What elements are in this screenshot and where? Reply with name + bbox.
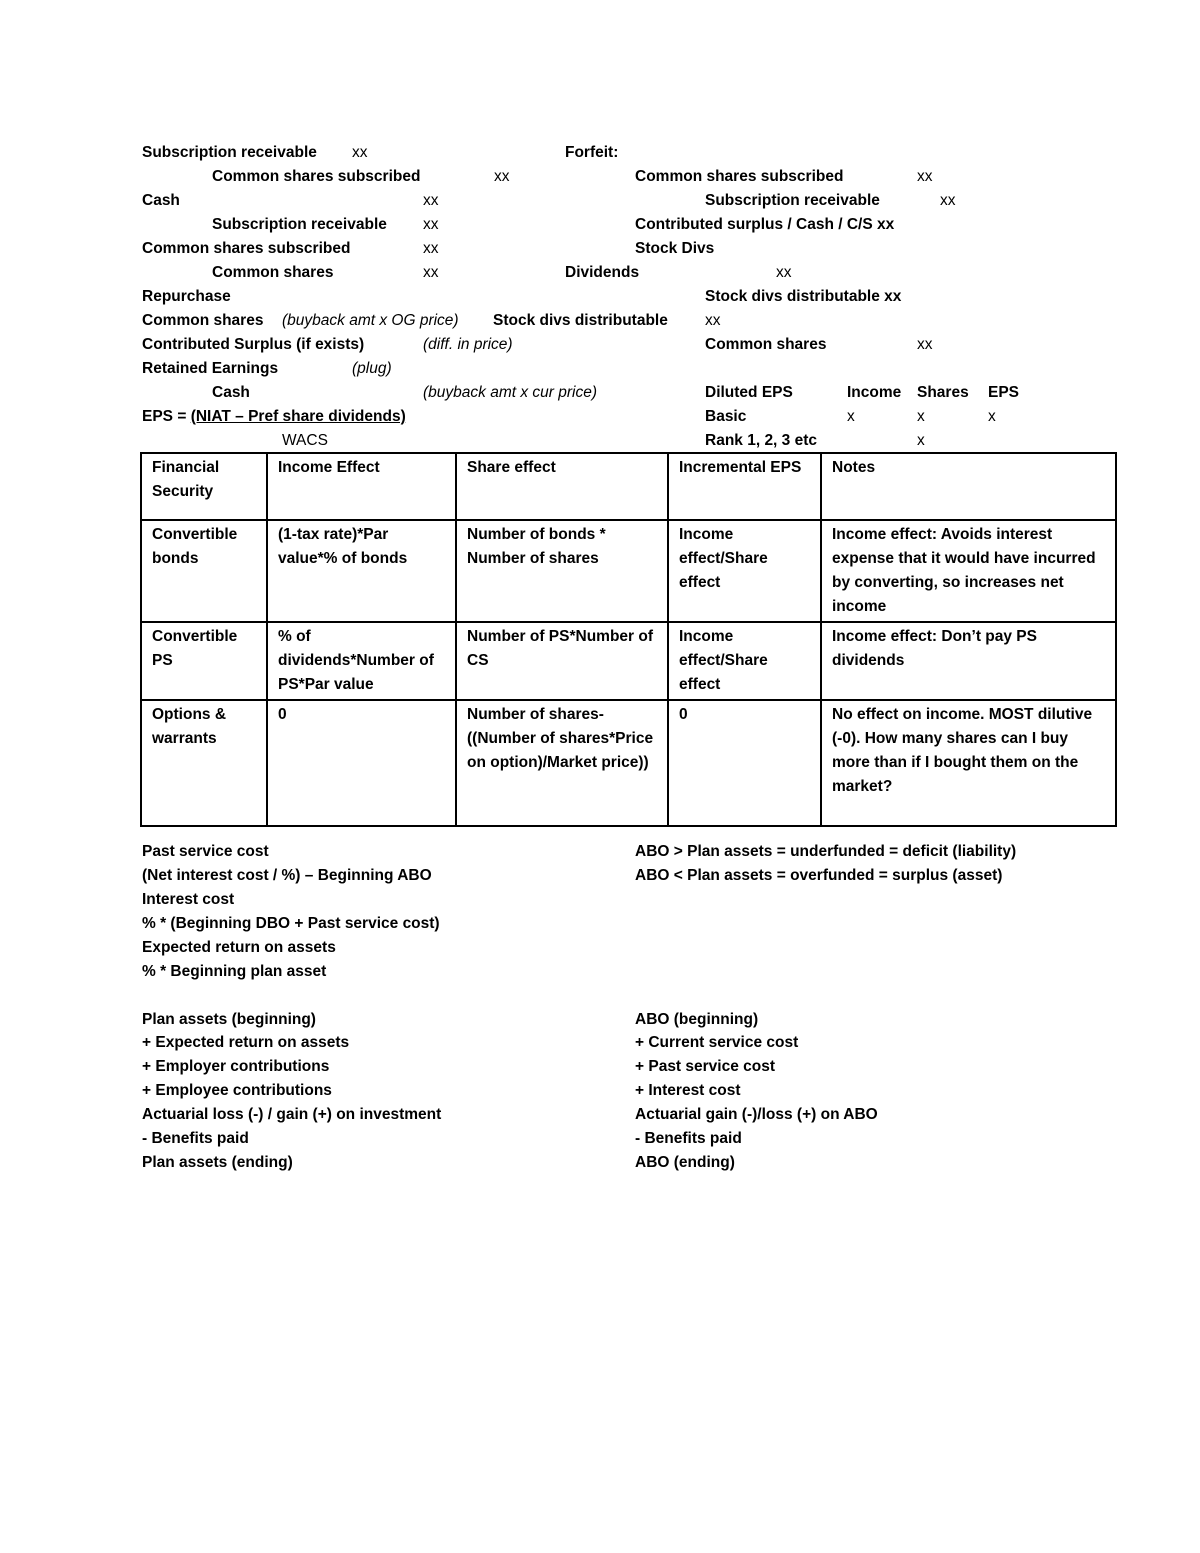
text-common-shares: Common shares: [212, 264, 334, 281]
value-x: x: [988, 408, 996, 425]
table-cell: % of dividends*Number of PS*Par value: [267, 622, 456, 700]
text-repurchase-cash: Cash: [212, 384, 250, 401]
table-row: [141, 622, 1116, 700]
note-cur-price: (buyback amt x cur price): [423, 384, 597, 401]
abo-line: ABO (ending): [635, 1154, 735, 1171]
amount: xx: [352, 144, 368, 161]
plan-assets-line: Plan assets (ending): [142, 1154, 293, 1171]
column-shares: Shares: [917, 384, 969, 401]
table-cell: Convertible bonds: [141, 520, 267, 622]
text-dividends: Dividends: [565, 264, 640, 281]
amount: xx: [423, 264, 439, 281]
text-line: ABO > Plan assets = underfunded = deficit (liability): [635, 843, 1017, 860]
table-cell: Number of bonds * Number of shares: [456, 520, 668, 622]
table-cell: Number of PS*Number of CS: [456, 622, 668, 700]
text-retained-earnings: Retained Earnings: [142, 360, 279, 377]
text-line: ABO < Plan assets = overfunded = surplus (asset): [635, 867, 1003, 884]
text-stock-divs-distributable-credit: Stock divs distributable xx: [705, 288, 902, 305]
amount: xx: [917, 336, 933, 353]
plan-assets-line: Plan assets (beginning): [142, 1011, 316, 1028]
plan-assets-line: + Expected return on assets: [142, 1034, 350, 1051]
heading-stock-divs: Stock Divs: [635, 240, 715, 257]
header-incremental-eps: Incremental EPS: [668, 453, 821, 520]
column-income: Income: [847, 384, 902, 401]
value-x: x: [917, 432, 925, 449]
column-eps: EPS: [988, 384, 1020, 401]
text-cash: Cash: [142, 192, 180, 209]
amount: xx: [705, 312, 721, 329]
table-cell: Income effect: Don’t pay PS dividends: [821, 622, 1116, 700]
plan-assets-line: - Benefits paid: [142, 1130, 249, 1147]
table-cell: Income effect: Avoids interest expense that it would have incurred by converting, so increases net income: [821, 520, 1116, 622]
text-contributed-surplus: Contributed Surplus (if exists): [142, 336, 365, 353]
abo-line: Actuarial gain (-)/loss (+) on ABO: [635, 1106, 878, 1123]
text-subscription-receivable: Subscription receivable: [142, 144, 317, 161]
heading-diluted-eps: Diluted EPS: [705, 384, 793, 401]
note-og-price: (buyback amt x OG price): [282, 312, 459, 329]
text-repurchase-common-shares: Common shares: [142, 312, 264, 329]
header-share-effect: Share effect: [456, 453, 668, 520]
dilutive-securities-table: [140, 452, 1117, 827]
heading-repurchase: Repurchase: [142, 288, 231, 305]
text-rank: Rank 1, 2, 3 etc: [705, 432, 818, 449]
table-cell: Convertible PS: [141, 622, 267, 700]
text-forfeit-contributed-surplus: Contributed surplus / Cash / C/S xx: [635, 216, 895, 233]
amount: xx: [423, 192, 439, 209]
text-forfeit-cs-subscribed: Common shares subscribed: [635, 168, 844, 185]
amount: xx: [940, 192, 956, 209]
value-x: x: [917, 408, 925, 425]
table-cell: Income effect/Share effect: [668, 622, 821, 700]
text-line: % * (Beginning DBO + Past service cost): [142, 915, 440, 932]
text-sd-common-shares: Common shares: [705, 336, 827, 353]
table-row: [141, 520, 1116, 622]
note-diff-in-price: (diff. in price): [423, 336, 513, 353]
text-stock-divs-distributable: Stock divs distributable: [493, 312, 668, 329]
table-cell: No effect on income. MOST dilutive (-0). How many shares can I buy more than if I bought them on the market?: [821, 700, 1116, 826]
plan-assets-line: + Employer contributions: [142, 1058, 330, 1075]
amount: xx: [423, 216, 439, 233]
text-subscription-receivable-credit: Subscription receivable: [212, 216, 387, 233]
text-line: Interest cost: [142, 891, 235, 908]
table-header-row: [141, 453, 1116, 520]
header-income-effect: Income Effect: [267, 453, 456, 520]
text-forfeit-sub-receivable: Subscription receivable: [705, 192, 880, 209]
header-financial-security: Financial Security: [141, 453, 267, 520]
text-line: Past service cost: [142, 843, 269, 860]
eps-denominator-wacs: WACS: [282, 432, 328, 449]
eps-formula: [142, 407, 406, 427]
abo-line: - Benefits paid: [635, 1130, 742, 1147]
abo-line: + Current service cost: [635, 1034, 799, 1051]
heading-forfeit: Forfeit:: [565, 144, 619, 161]
table-cell: Income effect/Share effect: [668, 520, 821, 622]
amount: xx: [423, 240, 439, 257]
table-row: [141, 700, 1116, 826]
amount: xx: [494, 168, 510, 185]
table-cell: Number of shares-((Number of shares*Price on option)/Market price)): [456, 700, 668, 826]
abo-line: + Past service cost: [635, 1058, 776, 1075]
text-line: % * Beginning plan asset: [142, 963, 327, 980]
text-cs-subscribed: Common shares subscribed: [142, 240, 351, 257]
text-line: Expected return on assets: [142, 939, 336, 956]
table-cell: 0: [267, 700, 456, 826]
amount: xx: [917, 168, 933, 185]
abo-line: ABO (beginning): [635, 1011, 759, 1028]
amount: xx: [776, 264, 792, 281]
text-common-shares-subscribed: Common shares subscribed: [212, 168, 421, 185]
text-line: (Net interest cost / %) – Beginning ABO: [142, 867, 432, 884]
plan-assets-line: Actuarial loss (-) / gain (+) on investment: [142, 1106, 442, 1123]
value-x: x: [847, 408, 855, 425]
note-plug: (plug): [352, 360, 392, 377]
table-cell: 0: [668, 700, 821, 826]
eps-numerator: (NIAT – Pref share dividends): [190, 408, 406, 425]
table-cell: (1-tax rate)*Par value*% of bonds: [267, 520, 456, 622]
text-basic: Basic: [705, 408, 747, 425]
eps-prefix: EPS =: [142, 408, 191, 425]
plan-assets-line: + Employee contributions: [142, 1082, 332, 1099]
abo-line: + Interest cost: [635, 1082, 741, 1099]
table-cell: Options & warrants: [141, 700, 267, 826]
header-notes: Notes: [821, 453, 1116, 520]
